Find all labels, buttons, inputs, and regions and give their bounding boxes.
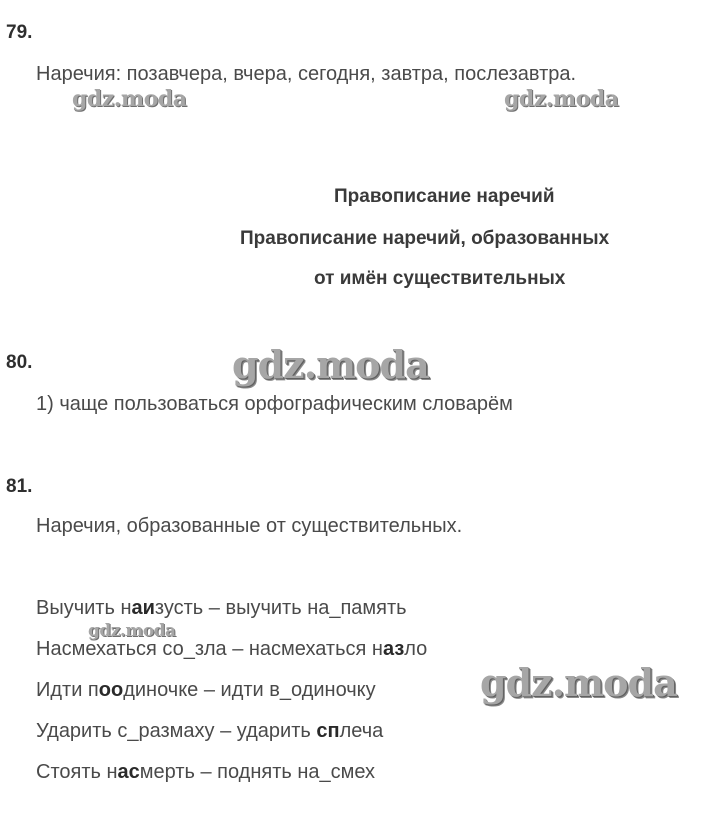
watermark: gdz.moda xyxy=(72,86,187,112)
list-item xyxy=(36,679,376,702)
watermark: gdz.moda xyxy=(232,342,429,387)
list-item xyxy=(36,597,407,620)
list-item-text: Стоять н xyxy=(36,761,118,783)
exercise-79-number: 79. xyxy=(6,22,33,43)
highlighted-letters: оо xyxy=(98,679,124,701)
list-item xyxy=(36,761,375,784)
exercise-81-intro: Наречия, образованные от существительных. xyxy=(36,515,463,537)
exercise-80-text: 1) чаще пользоваться орфографическим словарём xyxy=(36,393,513,415)
section-heading: Правописание наречий xyxy=(334,186,555,207)
list-item-text: ло xyxy=(404,638,428,660)
list-item-text: Ударить с_размаху – ударить xyxy=(36,720,317,742)
exercise-81-number: 81. xyxy=(6,476,33,497)
highlighted-letters: сп xyxy=(316,720,340,742)
subsection-heading-continued: от имён существительных xyxy=(314,268,566,289)
list-item-text: Насмехаться со_зла – насмехаться н xyxy=(36,638,383,660)
list-item-text: мерть – поднять на_смех xyxy=(139,761,376,783)
highlighted-letters: аз xyxy=(382,638,405,660)
highlighted-letters: аи xyxy=(131,597,155,619)
watermark: gdz.moda xyxy=(504,86,619,112)
list-item-text: Выучить н xyxy=(36,597,132,619)
list-item-text: диночке – идти в_одиночку xyxy=(123,679,376,701)
watermark: gdz.moda xyxy=(480,660,677,705)
subsection-heading: Правописание наречий, образованных xyxy=(240,228,610,249)
list-item xyxy=(36,638,427,661)
list-item-text: зусть – выучить на_память xyxy=(154,597,407,619)
list-item-text: Идти п xyxy=(36,679,99,701)
exercise-79-text: Наречия: позавчера, вчера, сегодня, завтра, послезавтра. xyxy=(36,63,577,85)
highlighted-letters: ас xyxy=(117,761,140,783)
list-item xyxy=(36,720,383,743)
list-item-text: леча xyxy=(339,720,384,742)
exercise-80-number: 80. xyxy=(6,352,33,373)
watermark: gdz.moda xyxy=(88,621,176,641)
